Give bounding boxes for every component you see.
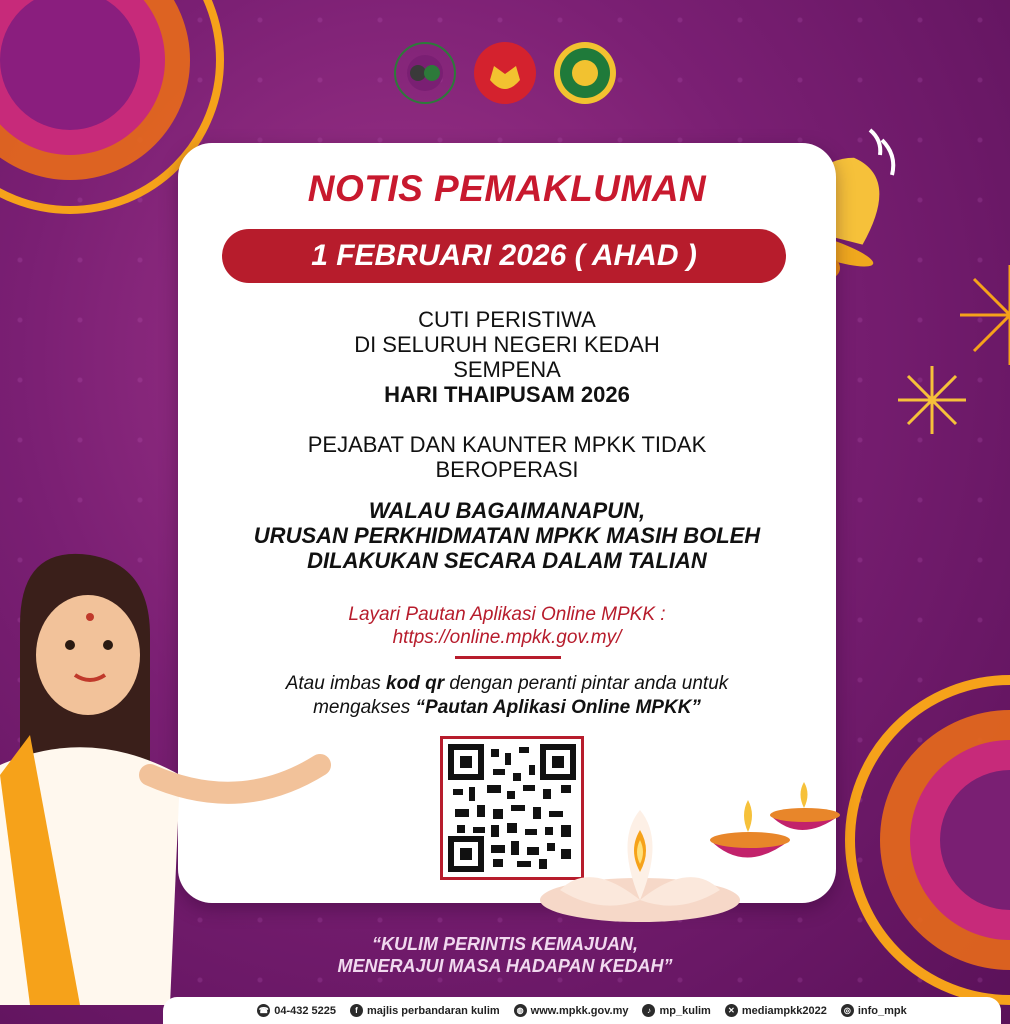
notice-title: NOTIS PEMAKLUMAN (307, 168, 707, 209)
scan-instruction-line-2: mengakses “Pautan Aplikasi Online MPKK” (313, 697, 701, 718)
online-link-url[interactable]: https://online.mpkk.gov.my/ (392, 627, 622, 648)
office-closed-line-2: BEROPERASI (435, 457, 579, 482)
x-icon: ✕ (725, 1004, 738, 1017)
holiday-line-3: SEMPENA (453, 357, 561, 382)
globe-icon: ◍ (514, 1004, 527, 1017)
facebook-icon: f (350, 1004, 363, 1017)
online-service-line-2: URUSAN PERKHIDMATAN MPKK MASIH BOLEH (253, 523, 761, 548)
holiday-name: HARI THAIPUSAM 2026 (384, 382, 630, 407)
motto-tagline (0, 933, 1010, 977)
firework-sparkle-decoration (950, 260, 1010, 370)
phone-icon: ☎ (258, 1006, 269, 1015)
office-closed-line-1: PEJABAT DAN KAUNTER MPKK TIDAK (307, 432, 707, 457)
footer-tiktok[interactable]: ♪ mp_kulim (642, 1004, 710, 1017)
kedah-state-crest-logo (472, 40, 538, 106)
firework-sparkle-decoration (892, 360, 972, 440)
holiday-line-1: CUTI PERISTIWA (418, 307, 596, 332)
date-banner: 1 FEBRUARI 2026 ( AHAD ) (222, 229, 786, 283)
online-service-line-3: DILAKUKAN SECARA DALAM TALIAN (307, 548, 707, 573)
holiday-line-2: DI SELURUH NEGERI KEDAH (354, 332, 660, 357)
footer-instagram[interactable]: ◎ info_mpk (841, 1004, 907, 1017)
logo-row (0, 40, 1010, 106)
divider-line (455, 656, 561, 659)
contact-footer (163, 997, 1001, 1024)
motto-line-1: “KULIM PERINTIS KEMAJUAN, (371, 934, 638, 954)
tiktok-icon: ♪ (642, 1004, 655, 1017)
scan-instruction-line-1: Atau imbas kod qr dengan peranti pintar anda untuk (285, 673, 729, 694)
instagram-icon: ◎ (841, 1004, 854, 1017)
online-link-label: Layari Pautan Aplikasi Online MPKK : (348, 604, 666, 625)
online-service-line-1: WALAU BAGAIMANAPUN, (368, 498, 646, 523)
diya-lamp-decoration (700, 770, 850, 880)
footer-website[interactable]: ◍ www.mpkk.gov.my (514, 1004, 629, 1017)
footer-facebook[interactable]: f majlis perbandaran kulim (350, 1004, 500, 1017)
mpkk-council-seal-logo (552, 40, 618, 106)
motto-line-2: MENERAJUI MASA HADAPAN KEDAH” (337, 956, 673, 976)
footer-x[interactable]: ✕ mediampkk2022 (725, 1004, 827, 1017)
kulim-25-anniversary-logo (392, 40, 458, 106)
footer-phone[interactable]: ☎ 04-432 5225 (258, 1004, 337, 1017)
